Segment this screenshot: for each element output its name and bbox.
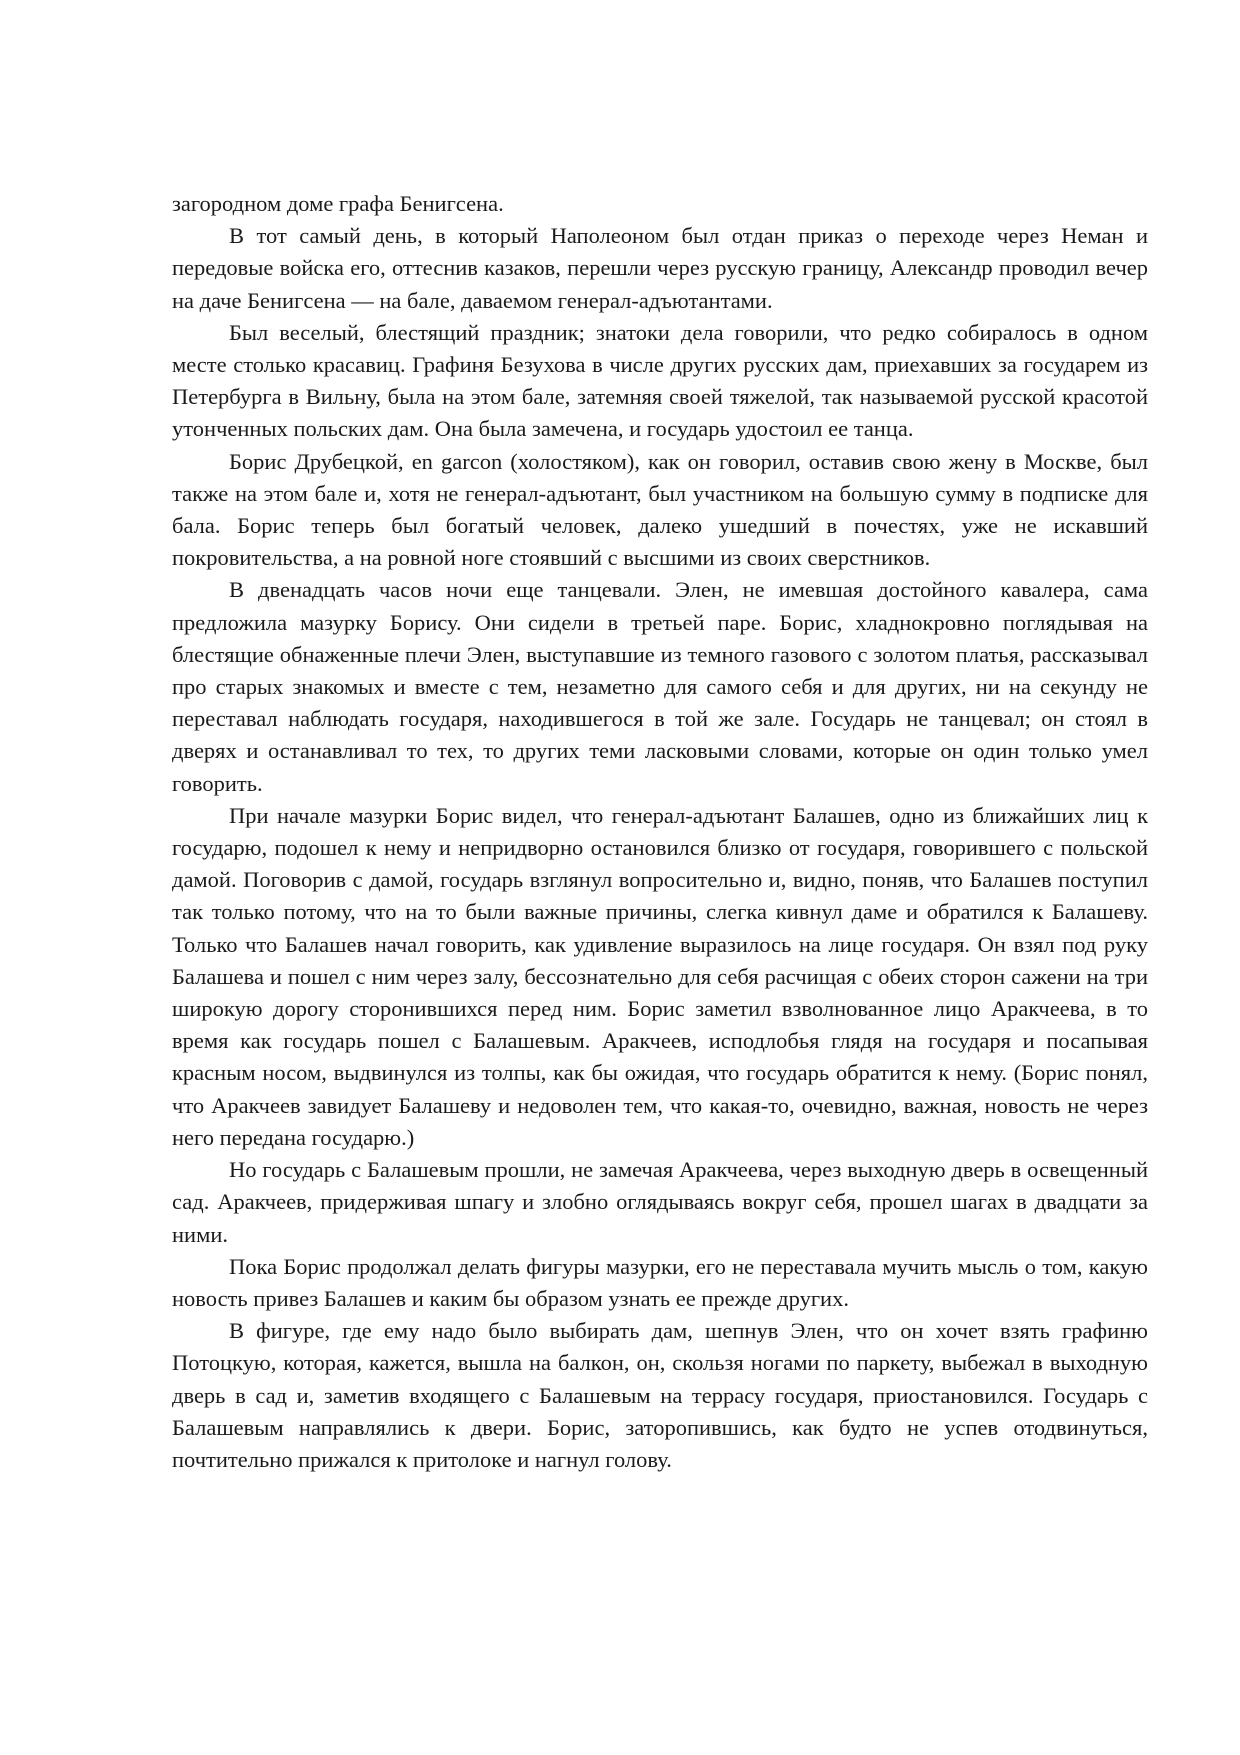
paragraph-2: В тот самый день, в который Наполеоном был отдан приказ о переходе через Неман и передовые войска его, оттеснив казаков, перешли через русскую границу, Александр проводил вечер на даче Бенигсена — на бале, даваемом генерал-адъютантами. <box>172 223 1148 313</box>
paragraph-9: В фигуре, где ему надо было выбирать дам, шепнув Элен, что он хочет взять графиню Потоцкую, которая, кажется, вышла на балкон, он, скользя ногами по паркету, выбежал в выходную дверь в сад и, заметив входящего с Балашевым на террасу государя, приостановился. Государь с Балашевым направлялись к двери. Борис, заторопившись, как будто не успев отодвинуться, почтительно прижался к притолоке и нагнул голову. <box>172 1318 1148 1472</box>
paragraph-4: Борис Друбецкой, en garcon (холостяком), как он говорил, оставив свою жену в Москве, был также на этом бале и, хотя не генерал-адъютант, был участником на большую сумму в подписке для бала. Борис теперь был богатый человек, далеко ушедший в почестях, уже не искавший покровительства, а на ровной ноге стоявший с высшими из своих сверстников. <box>172 448 1148 571</box>
body-text <box>172 188 1148 1476</box>
paragraph-6: При начале мазурки Борис видел, что генерал-адъютант Балашев, одно из ближайших лиц к государю, подошел к нему и непридворно остановился близко от государя, говорившего с польской дамой. Поговорив с дамой, государь взглянул вопросительно и, видно, поняв, что Балашев поступил так только потому, что на то были важные причины, слегка кивнул даме и обратился к Балашеву. Только что Балашев начал говорить, как удивление выразилось на лице государя. Он взял под руку Балашева и пошел с ним через залу, бессознательно для себя расчищая с обеих сторон сажени на три широкую дорогу сторонившихся перед ним. Борис заметил взволнованное лицо Аракчеева, в то время как государь пошел с Балашевым. Аракчеев, исподлобья глядя на государя и посапывая красным носом, выдвинулся из толпы, как бы ожидая, что государь обратится к нему. (Борис понял, что Аракчеев завидует Балашеву и недоволен тем, что какая-то, очевидно, важная, новость не через него передана государю.) <box>172 802 1148 1150</box>
paragraph-3: Был веселый, блестящий праздник; знатоки дела говорили, что редко собиралось в одном месте столько красавиц. Графиня Безухова в числе других русских дам, приехавших за государем из Петербурга в Вильну, была на этом бале, затемняя своей тяжелой, так называемой русской красотой утонченных польских дам. Она была замечена, и государь удостоил ее танца. <box>172 319 1148 442</box>
paragraph-1: загородном доме графа Бенигсена. <box>172 191 504 216</box>
paragraph-5: В двенадцать часов ночи еще танцевали. Элен, не имевшая достойного кавалера, сама предложила мазурку Борису. Они сидели в третьей паре. Борис, хладнокровно поглядывая на блестящие обнаженные плечи Элен, выступавшие из темного газового с золотом платья, рассказывал про старых знакомых и вместе с тем, незаметно для самого себя и для других, ни на секунду не переставал наблюдать государя, находившегося в той же зале. Государь не танцевал; он стоял в дверях и останавливал то тех, то других теми ласковыми словами, которые он один только умел говорить. <box>172 577 1148 796</box>
paragraph-7: Но государь с Балашевым прошли, не замечая Аракчеева, через выходную дверь в освещенный сад. Аракчеев, придерживая шпагу и злобно оглядываясь вокруг себя, прошел шагах в двадцати за ними. <box>172 1157 1148 1247</box>
paragraph-8: Пока Борис продолжал делать фигуры мазурки, его не переставала мучить мысль о том, какую новость привез Балашев и каким бы образом узнать ее прежде других. <box>172 1253 1148 1311</box>
